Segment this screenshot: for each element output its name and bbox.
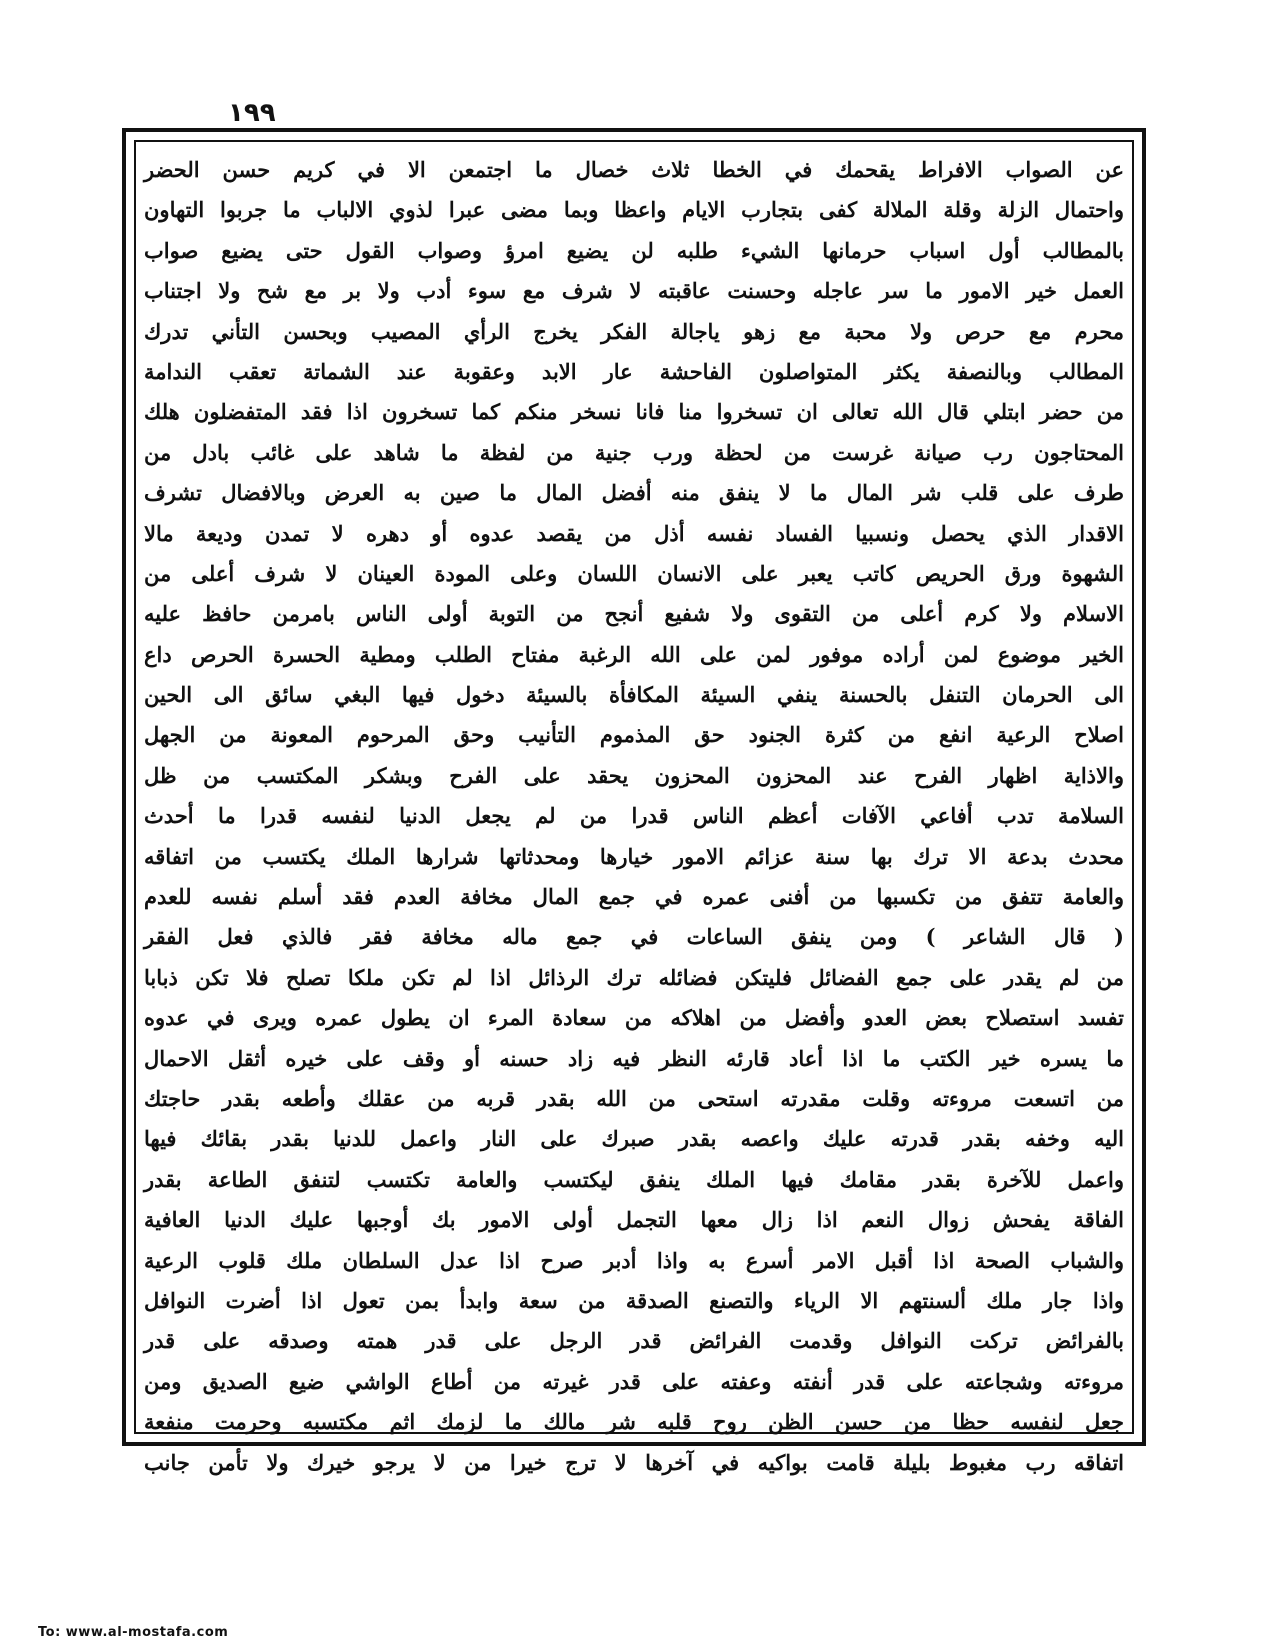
text-line: الفاقة يفحش زوال النعم اذا زال معها التجمل أولى الامور بك أوجبها عليك الدنيا العافية [144,1207,1124,1233]
text-line: مروءته وشجاعته على قدر أنفته وعفته على قدر غيرته من أطاع الواشي ضيع الصديق ومن [144,1368,1124,1394]
text-line: بالمطالب أول اسباب حرمانها الشيء طلبه لن يضيع امرؤ وصواب القول حتى يضيع صواب [144,237,1124,263]
text-line: المطالب وبالنصفة يكثر المتواصلون الفاحشة عار الابد وعقوبة عند الشماتة تعقب الندامة [144,358,1124,384]
text-line: اليه وخفه بقدر قدرته عليك واعصه بقدر صبرك على النار واعمل للدنيا بقدر بقائك فيها [144,1126,1124,1152]
text-line: من لم يقدر على جمع الفضائل فليتكن فضائله ترك الرذائل اذا لم تكن ملكا تصلح فلا تكن ذبابا [144,964,1124,990]
text-line: المحتاجون رب صيانة غرست من لحظة ورب جنية من لفظة ما شاهد على غائب بادل من [144,439,1124,465]
text-line: الشهوة ورق الحريص كاتب يعبر على الانسان اللسان وعلى المودة العينان لا شرف أعلى من [144,560,1124,586]
text-line: والاذاية اظهار الفرح عند المحزون المحزون يحقد على الفرح وبشكر المكتسب من ظل [144,762,1124,788]
text-line: من اتسعت مروءته وقلت مقدرته استحى من الله بقدر قربه من عقلك وأطعه بقدر حاجتك [144,1085,1124,1111]
text-line: طرف على قلب شر المال ما لا ينفق منه أفضل المال ما صين به العرض وبالافضال تشرف [144,480,1124,506]
text-line: والشباب الصحة اذا أقبل الامر أسرع به واذا أدبر صرح اذا عدل السلطان ملك قلوب الرعية [144,1247,1124,1273]
text-line: الاقدار الذي يحصل ونسبيا الفساد نفسه أذل من يقصد عدوه أو دهره لا تمدن وديعة مالا [144,520,1124,546]
body-text [144,150,1124,1475]
text-line: تفسد استصلاح بعض العدو وأفضل من اهلاكه من سعادة المرء ان يطول عمره ويرى في عدوه [144,1005,1124,1031]
footer-credit: To: www.al-mostafa.com [38,1625,229,1640]
text-line: محرم مع حرص ولا محبة مع زهو ياجالة الفكر يخرج الرأي المصيب وبحسن التأني تدرك [144,318,1124,344]
text-line: واذا جار ملك ألسنتهم الا الرياء والتصنع الصدقة من سعة وابدأ بمن تعول اذا أضرت النوافل [144,1287,1124,1313]
text-line: الاسلام ولا كرم أعلى من التقوى ولا شفيع أنجح من التوبة أولى الناس بامرمن حافظ عليه [144,601,1124,627]
text-line: العمل خير الامور ما سر عاجله وحسنت عاقبته لا شرف مع سوء أدب ولا بر مع شح ولا اجتناب [144,278,1124,304]
text-line: السلامة تدب أفاعي الآفات أعظم الناس قدرا من لم يجعل الدنيا لنفسه قدرا ما أحدث [144,803,1124,829]
text-line: الخير موضوع لمن أراده موفور لمن على الله الرغبة مفتاح الطلب ومطية الحسرة الحرص داع [144,641,1124,667]
text-line: بالفرائض تركت النوافل وقدمت الفرائض قدر الرجل على قدر همته وصدقه على قدر [144,1328,1124,1354]
text-line: الى الحرمان التنفل بالحسنة ينفي السيئة المكافأة بالسيئة دخول فيها البغي سائق الى الحين [144,682,1124,708]
text-line: جعل لنفسه حظا من حسن الظن روح قلبه شر مالك ما لزمك اثم مكتسبه وحرمت منفعة [144,1409,1124,1435]
text-line: ما يسره خير الكتب ما اذا أعاد قارئه النظر فيه زاد حسنه أو وقف على خيره أثقل الاحمال [144,1045,1124,1071]
text-line: واعمل للآخرة بقدر مقامك فيها الملك ينفق ليكتسب والعامة تكتسب لتنفق الطاعة بقدر [144,1166,1124,1192]
text-line: من حضر ابتلي قال الله تعالى ان تسخروا منا فانا نسخر منكم كما تسخرون اذا فقد المتفضلون هلك [144,399,1124,425]
poem-line: ( قال الشاعر ) ومن ينفق الساعات في جمع ماله مخافة فقر فالذي فعل الفقر [144,924,1124,950]
text-line: واحتمال الزلة وقلة الملالة كفى بتجارب الايام واعظا وبما مضى عبرا لذوي الالباب ما جربوا التهاون [144,197,1124,223]
page-number: ١٩٩ [228,98,276,128]
text-line: عن الصواب الافراط يقحمك في الخطا ثلاث خصال ما اجتمعن الا في كريم حسن الحضر [144,157,1124,182]
text-line: اتفاقه رب مغبوط بليلة قامت بواكيه في آخرها لا ترج خيرا من لا يرجو خيرك ولا تأمن جانب [144,1449,1124,1475]
text-line: محدث بدعة الا ترك بها سنة عزائم الامور خيارها ومحدثاتها شرارها الملك يكتسب من اتفاقه [144,843,1124,869]
text-line: والعامة تتفق من تكسبها من أفنى عمره في جمع المال مخافة العدم فقد أسلم نفسه للعدم [144,884,1124,910]
text-line: اصلاح الرعية انفع من كثرة الجنود حق المذموم التأنيب وحق المرحوم المعونة من الجهل [144,722,1124,748]
